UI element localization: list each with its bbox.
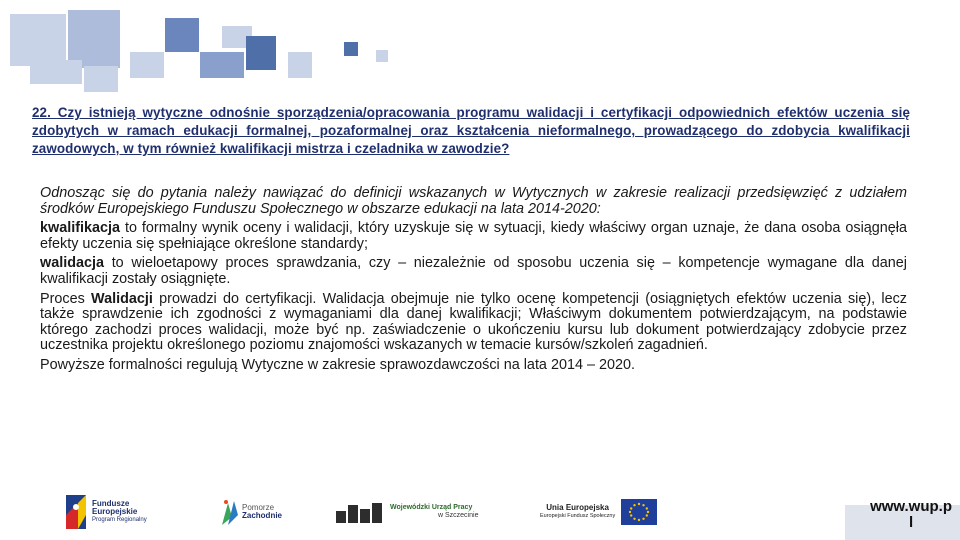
deco-square xyxy=(288,52,312,78)
process-text: prowadzi do certyfikacji. Walidacja obejmuje nie tylko ocenę kompetencji (osiągniętych efektów uczenia się), lecz także sprawdzenie ich zgodności z wymaganiami dla danej kwalifikacji; Właściwym dokumentem potwierdzającym, na podstawie którego zachodzi proces walidacji, może być np. zaświadczenie o ukończeniu kursu lub dokument potwierdzający zdobycie przez uczestnika projektu określonego poziomu znajomości wskazanych w temacie kursów/szkoleń zagadnień. xyxy=(40,290,907,354)
deco-square xyxy=(30,60,82,84)
pz-line1: Pomorze xyxy=(242,503,275,512)
logo-wup-szczecin xyxy=(336,492,478,532)
fe-line2: Europejskie xyxy=(92,507,138,516)
pz-line2: Zachodnie xyxy=(242,511,283,520)
website-text: www.wup.p xyxy=(870,498,952,515)
wup-line2: w Szczecinie xyxy=(438,512,479,519)
footer-logos xyxy=(0,482,960,540)
deco-square xyxy=(246,36,276,70)
logo-unia-europejska xyxy=(540,492,657,532)
ue-line1: Unia Europejska xyxy=(546,503,609,512)
deco-square xyxy=(84,66,118,92)
intro-paragraph xyxy=(40,186,907,217)
answer-content xyxy=(40,186,907,378)
logo-fundusze-europejskie xyxy=(66,492,147,532)
question-title: 22. Czy istnieją wytyczne odnośnie sporządzenia/opracowania programu walidacji i certyfikacji odpowiednich efektów uczenia się zdobytych w ramach edukacji formalnej, pozaformalnej oraz kształcenia nieformalnego, prowadzącego do zdobycia kwalifikacji zawodowych, w tym również kwalifikacji mistrza i czeladnika w zawodzie? xyxy=(32,105,910,156)
website-link[interactable] xyxy=(870,498,952,532)
deco-square xyxy=(10,14,66,66)
closing-paragraph: Powyższe formalności regulują Wytyczne w zakresie sprawozdawczości na lata 2014 – 2020. xyxy=(40,356,635,373)
term-process: Walidacji xyxy=(91,290,153,307)
process-paragraph xyxy=(40,292,907,354)
wup-line1: Wojewódzki Urząd Pracy xyxy=(390,504,473,511)
eu-flag-icon xyxy=(621,499,657,525)
fe-line1: Fundusze xyxy=(92,499,130,508)
logo-pomorze-zachodnie xyxy=(218,492,282,532)
intro-text: Odnosząc się do pytania należy nawiązać do definicji wskazanych w Wytycznych w zakresie realizacji przedsięwzięć z udziałem środków Europejskiego Funduszu Społecznego w obszarze edukacji na lata 2014-2020: xyxy=(40,185,907,217)
term-qualification: kwalifikacja xyxy=(40,220,120,237)
deco-square xyxy=(130,52,164,78)
pz-logo-icon xyxy=(218,497,240,527)
website-text-tail: l xyxy=(908,514,914,531)
deco-square xyxy=(200,52,244,78)
deco-square xyxy=(376,50,388,62)
definition-text: to wieloetapowy proces sprawdzania, czy – niezależnie od sposobu uczenia się – kompetencje wymagane dla danej kwalifikacji zostały osiągnięte. xyxy=(40,255,907,287)
ue-line2: Europejski Fundusz Społeczny xyxy=(540,513,616,519)
definition-validation xyxy=(40,256,907,287)
definition-text: to formalny wynik oceny i walidacji, który uzyskuje się w sytuacji, kiedy właściwy organ uznaje, że dana osoba osiągnęła efekty uczenia się spełniające określone standardy; xyxy=(40,220,907,252)
fe-line3: Program Regionalny xyxy=(92,517,147,523)
deco-square xyxy=(165,18,199,52)
term-validation: walidacja xyxy=(40,255,104,272)
deco-square xyxy=(344,42,358,56)
wup-logo-icon xyxy=(336,497,386,527)
definition-qualification xyxy=(40,221,907,252)
fe-logo-icon xyxy=(66,495,88,529)
process-pre: Proces xyxy=(40,290,92,307)
